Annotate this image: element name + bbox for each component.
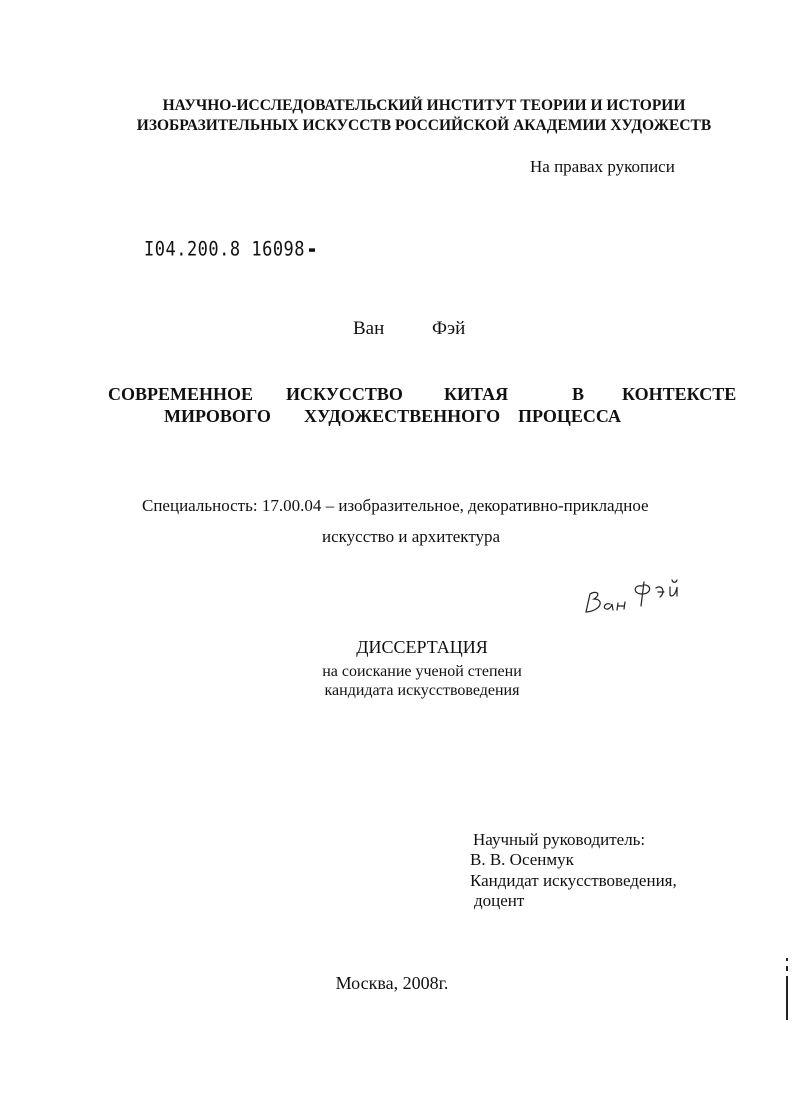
author-surname: Ван xyxy=(353,318,385,339)
supervisor-title: доцент xyxy=(474,891,525,910)
supervisor-degree: Кандидат искусствоведения, xyxy=(470,871,677,890)
stamp-dash-mark xyxy=(309,248,315,251)
title-word-6: МИРОВОГО xyxy=(164,406,271,426)
scan-edge-mark xyxy=(785,958,790,1022)
title-word-7: ХУДОЖЕСТВЕННОГО xyxy=(304,406,501,426)
specialty-line-2: искусство и архитектура xyxy=(322,527,501,546)
dissertation-line-2: кандидата искусствоведения xyxy=(324,682,520,699)
dissertation-heading: ДИССЕРТАЦИЯ xyxy=(356,637,488,657)
supervisor-name: В. В. Осенмук xyxy=(470,850,574,869)
stamp-number-text: I04.200.8 16098 xyxy=(144,238,306,261)
title-word-4: В xyxy=(572,384,585,404)
library-stamp-number xyxy=(144,238,315,261)
author-name: Фэй xyxy=(432,318,466,339)
institute-name-line-1: НАУЧНО-ИССЛЕДОВАТЕЛЬСКИЙ ИНСТИТУТ ТЕОРИИ И ИСТОРИИ xyxy=(162,97,686,114)
specialty-line-1: Специальность: 17.00.04 – изобразительное, декоративно-прикладное xyxy=(142,496,649,515)
dissertation-line-1: на соискание ученой степени xyxy=(322,663,522,680)
title-word-8: ПРОЦЕССА xyxy=(518,406,621,426)
title-word-3: КИТАЯ xyxy=(444,384,509,404)
title-word-2: ИСКУССТВО xyxy=(286,384,403,404)
rights-note: На правах рукописи xyxy=(530,157,675,176)
city-year: Москва, 2008г. xyxy=(335,973,449,993)
title-word-5: КОНТЕКСТЕ xyxy=(622,384,737,404)
author-signature xyxy=(578,572,696,618)
supervisor-label: Научный руководитель: xyxy=(473,830,646,849)
title-word-1: СОВРЕМЕННОЕ xyxy=(108,384,254,404)
institute-name-line-2: ИЗОБРАЗИТЕЛЬНЫХ ИСКУССТВ РОССИЙСКОЙ АКАДЕМИИ ХУДОЖЕСТВ xyxy=(136,117,712,134)
